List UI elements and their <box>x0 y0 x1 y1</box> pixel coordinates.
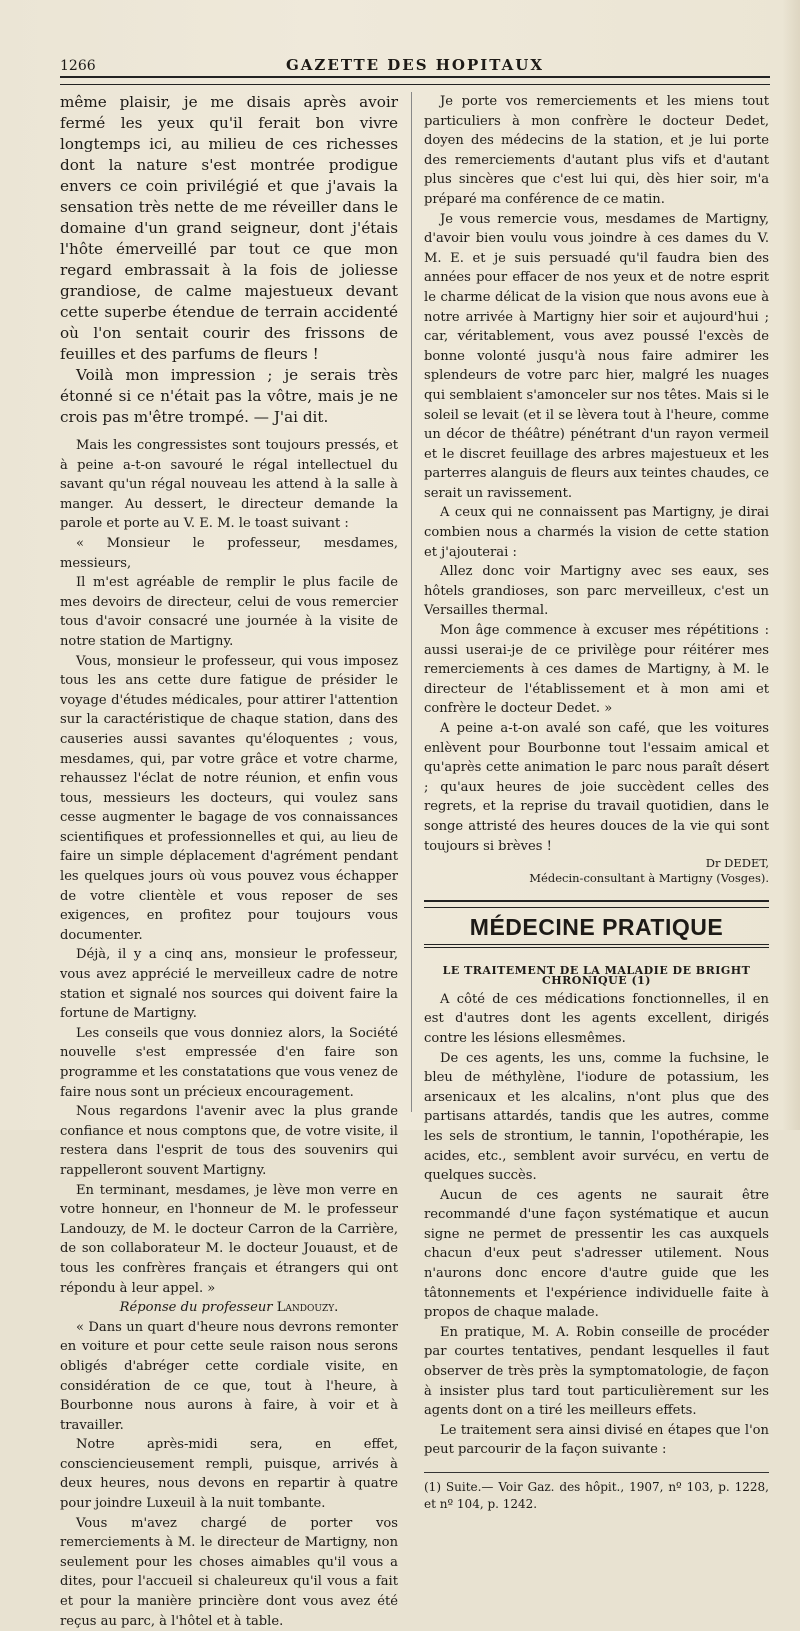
paragraph: Allez donc voir Martigny avec ses eaux, ses hôtels grandioses, son parc merveilleux, c'est un Versailles thermal. <box>424 564 769 619</box>
paragraph: Nous regardons l'avenir avec la plus grande confiance et nous comptons que, de votre visite, il restera dans l'esprit de tous des souvenirs qui rappelleront souvent Martigny. <box>60 1104 398 1178</box>
section-title: MÉDECINE PRATIQUE <box>469 914 724 941</box>
page-edge-shadow <box>782 0 800 1130</box>
footnote-rule <box>424 1472 769 1473</box>
section-rule <box>424 900 769 908</box>
signature-title: Médecin-consultant à Martigny (Vosges). <box>529 871 769 886</box>
header-rule <box>60 76 770 85</box>
paragraph: Mon âge commence à excuser mes répétitions : aussi userai-je de ce privilège pour réitérer mes remerciements à ces dames de Martigny, à M. le directeur de l'établissement et à mon ami et confrère le docteur Dedet. » <box>424 623 769 717</box>
lead-text <box>60 92 398 428</box>
paragraph: « Dans un quart d'heure nous devrons remonter en voiture et pour cette seule raison nous serons obligés d'abréger cette cordiale visite, en considération de ce que, tout à l'heure, à Bourbonne nous aurons à faire, à voir et à travailler. <box>60 1319 398 1433</box>
left-column <box>60 92 398 1631</box>
paragraph: Je porte vos remerciements et les miens tout particuliers à mon confrère le docteur Dedet, doyen des médecins de la station, et je lui porte des remerciements d'autant plus vifs et d'autant plus sincères que c'est lui qui, dès hier soir, m'a préparé ma conférence de ce matin. <box>424 94 769 207</box>
paragraph: Le traitement sera ainsi divisé en étapes que l'on peut parcourir de la façon suivante : <box>424 1422 769 1458</box>
paragraph: Déjà, il y a cinq ans, monsieur le professeur, vous avez apprécié le merveilleux cadre de notre station et signalé nos sources qui doivent faire la fortune de Martigny. <box>60 947 398 1022</box>
paragraph: Les conseils que vous donniez alors, la Société nouvelle s'est empressée d'en faire son programme et les constatations que vous venez de faire nous sont un précieux encouragement. <box>60 1025 398 1100</box>
reply-author: Landouzy. <box>276 1300 339 1316</box>
article-title-line1: LE TRAITEMENT DE LA MALADIE DE BRIGHT <box>442 963 751 977</box>
paragraph: Il m'est agréable de remplir le plus facile de mes devoirs de directeur, celui de vous remercier tous d'avoir consacré une journée à la visite de notre station de Martigny. <box>60 575 398 649</box>
signature-name: Dr DEDET, <box>705 856 769 871</box>
page-header <box>60 52 770 72</box>
paragraph: Notre après-midi sera, en effet, consciencieusement rempli, puisque, arrivés à deux heures, nous devons en repartir à quatre pour joindre Luxeuil à la nuit tombante. <box>60 1437 398 1512</box>
journal-title: GAZETTE DES HOPITAUX <box>285 56 544 74</box>
paragraph: Voilà mon impression ; je serais très étonné si ce n'était pas la vôtre, mais je ne crois pas m'être trompé. — J'ai dit. <box>60 366 398 426</box>
reply-heading-text: Réponse du professeur <box>119 1300 273 1316</box>
paragraph: Mais les congressistes sont toujours pressés, et à peine a-t-on savouré le régal intellectuel du savant qu'un régal nouveau les attend à la salle à manger. Au dessert, le directeur demande la parole et porte au V. E. M. le toast suivant : <box>60 438 398 532</box>
paragraph: A côté de ces médications fonctionnelles, il en est d'autres dont les agents excellent, dirigés contre les lésions ellesmêmes. <box>424 991 769 1046</box>
right-column <box>424 92 769 1513</box>
paragraph: En pratique, M. A. Robin conseille de procéder par courtes tentatives, pendant lesquelles il faut observer de très près la symptomatologie, de façon à insister plus tard tout particulièrement sur les agents dont on a tiré les meilleurs effets. <box>424 1324 769 1419</box>
paragraph: De ces agents, les uns, comme la fuchsine, le bleu de méthylène, l'iodure de potassium, les arsenicaux et les alcalins, n'ont plus que des partisans attardés, tandis que les autres, comme les sels de strontium, le tannin, l'opothérapie, les acides, etc., semblent avoir survécu, en vertu de quelques succès. <box>424 1050 769 1184</box>
page-number: 1266 <box>60 58 96 74</box>
section-title-rule <box>424 944 769 948</box>
paragraph: En terminant, mesdames, je lève mon verre en votre honneur, en l'honneur de M. le professeur Landouzy, de M. le docteur Carron de la Carrière, de son collaborateur M. le docteur Jouaust, et de tous les confrères français et étrangers qui ont répondu à leur appel. » <box>60 1182 398 1296</box>
paragraph: Vous, monsieur le professeur, qui vous imposez tous les ans cette dure fatigue de présider le voyage d'études médicales, pour attirer l'attention sur la caractéristique de chaque station, dans des causeries aussi savantes qu'éloquentes ; vous, mesdames, qui, par votre grâce et votre charme, rehaussez l'éclat de notre réunion, et enfin vous tous, messieurs les docteurs, qui voulez sans cesse augmenter le bagage de vos connaissances scientifiques et professionnelles et qui, au lieu de faire un simple déplacement d'agrément pendant les quelques jours où vous pouvez vous échapper de votre clientèle et vous reposer de ses exigences, en profitez pour toujours vous documenter. <box>60 653 398 943</box>
paragraph: A peine a-t-on avalé son café, que les voitures enlèvent pour Bourbonne tout l'essaim amical et qu'après cette animation le parc nous paraît désert ; qu'aux heures de joie succèdent celles des regrets, et la reprise du travail quotidien, dans le songe attristé des heures douces de la vie qui sont toujours si brèves ! <box>424 721 769 854</box>
paragraph: « Monsieur le professeur, mesdames, messieurs, <box>60 535 398 571</box>
paragraph: Vous m'avez chargé de porter vos remerciements à M. le directeur de Martigny, non seulement pour les choses aimables qu'il vous a dites, pour l'accueil si chaleureux qu'il vous a fait et pour la manière princière dont vous avez été reçus au parc, à l'hôtel et à table. <box>60 1515 398 1629</box>
paragraph: même plaisir, je me disais après avoir fermé les yeux qu'il ferait bon vivre longtemps ici, au milieu de ces richesses dont la nature s'est montrée prodigue envers ce coin privilégié et que j'avais la sensation très nette de me réveiller dans le domaine d'un grand seigneur, dont j'étais l'hôte émerveillé par tout ce que mon regard embrassait à la fois de joliesse grandiose, de calme majestueux devant cette superbe étendue de terrain accidenté où l'on sentait courir des frissons de feuilles et des parfums de fleurs ! <box>60 93 398 363</box>
article-title-line2: CHRONIQUE (1) <box>541 973 652 987</box>
footnote: (1) Suite.— Voir Gaz. des hôpit., 1907, nº 103, p. 1228, et nº 104, p. 1242. <box>424 1480 769 1511</box>
paragraph: A ceux qui ne connaissent pas Martigny, je dirai combien nous a charmés la vision de cette station et j'ajouterai : <box>424 505 769 560</box>
paragraph: Je vous remercie vous, mesdames de Martigny, d'avoir bien voulu vous joindre à ces dames du V. M. E. et je suis persuadé qu'il faudra bien des années pour effacer de nos yeux et de notre esprit le charme délicat de la vision que nous avons eue à notre arrivée à Martigny hier soir et aujourd'hui ; car, véritablement, vous avez poussé l'excès de bonne volonté jusqu'à nous faire admirer les splendeurs de votre parc hier, malgré les nuages qui semblaient s'amonceler sur nos têtes. Mais si le soleil se levait (et il se lèvera tout à l'heure, comme un décor de théâtre) pénétrant d'un rayon vermeil et le discret feuillage des arbres majestueux et les parterres alanguis de fleurs aux teintes chaudes, ce serait un ravissement. <box>424 211 769 501</box>
reply-heading <box>60 1298 398 1318</box>
paragraph: Aucun de ces agents ne saurait être recommandé d'une façon systématique et aucun signe ne permet de pressentir les cas auxquels chacun d'eux peut s'adresser utilement. Nous n'aurons donc encore d'autre guide que les tâtonnements et l'expérience individuelle faite à propos de chaque malade. <box>424 1187 769 1321</box>
column-divider <box>411 92 412 1112</box>
